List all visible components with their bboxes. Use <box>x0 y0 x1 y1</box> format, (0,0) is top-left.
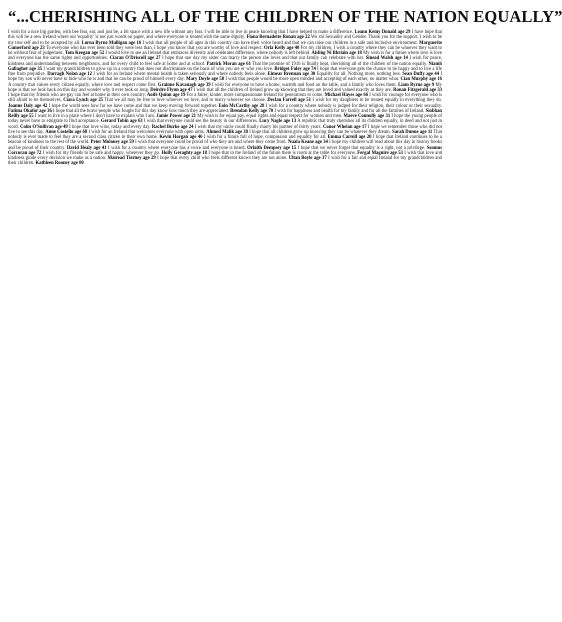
wish-author: Ciara Lynch age 25 <box>63 98 104 104</box>
wish-text: I wish for a country where nobody is judged for their religion, their colour or their sexuality. <box>265 103 443 109</box>
wish-author: Kevin Horgan age 46 <box>159 135 203 141</box>
wish-author: Kathleen Rooney age 80 <box>35 161 84 167</box>
wish-author: Fergal Maguire age 53 <box>357 150 403 156</box>
wish-text: My hope is that we look back on this day and wonder why it ever took so long. <box>8 82 442 93</box>
wish-text: I wish that everyone could see the beauty in our differences. <box>143 119 258 125</box>
wish-text: I hope that love wins, today and every day. <box>69 124 151 130</box>
wish-author: Brendan Kelly age 70 <box>230 108 274 114</box>
wish-text: A country that values every citizen equally, where love and respect come first. <box>8 82 157 88</box>
wish-author: Michael Hayes age 66 <box>324 93 369 99</box>
wish-author: Anne Costello age 68 <box>45 129 88 135</box>
wish-text: Equality for all. Nothing more, nothing less. <box>316 72 401 78</box>
wish-text: My wish is for a future where love is love and everyone has the same rights and opportunities. <box>8 51 443 62</box>
wish-author: David Healy age 41 <box>66 145 107 151</box>
wish-author: Jamie Power age 21 <box>156 114 197 120</box>
wish-author: Ahmed Malik age 38 <box>206 129 248 135</box>
wish-text: I hope that all the brave people who fought for this day know how much they are appreciated. <box>53 108 229 114</box>
wish-text: I have hope that this will be a new Ireland where our 'equality' is not just words on paper, and where everyone is treated with the same dignity. <box>8 30 442 41</box>
wish-text: Wo shi Sexuality and Gender. Thank you for the support, I wish to be my true self and to be accepted by all. <box>8 35 443 46</box>
wish-text: I wish that people would be more open minded and accepting of each other, no matter what. <box>225 77 400 83</box>
wishes-body-text <box>8 30 442 622</box>
wish-author: Ronan Fitzgerald age 33 <box>393 87 443 93</box>
wish-author: Emma Carroll age 20 <box>327 135 372 141</box>
wish-author: Liam Byrne age 9 <box>398 82 435 88</box>
wish-text: I hope that one day my sister can marry the person she loves and that our family can celebrate with her. <box>162 56 365 62</box>
wish-author: Conor Whelan age 17 <box>323 124 367 130</box>
wish-author: Nuala Keane age 34 <box>287 140 328 146</box>
wish-author: Tom Keegan age 52 <box>64 51 105 57</box>
wish-author: Cian Murphy age 16 <box>400 77 443 83</box>
wish-author: Sinead Walsh age 14 <box>365 56 408 62</box>
wish-author: Eoin McCarthy age 28 <box>218 103 265 109</box>
wish-text: I hope my son will never have to hide who he is and that he can be proud of himself every day. <box>8 72 442 83</box>
wish-text: I hope that Ireland continues to be a beacon of kindness to the rest of the world. <box>8 135 442 146</box>
wish-text: I wish for a nice big garden, with bee fear, eat, and just be, a bit space with a new life without any fear. I will be able to live in peace knowing that I have helped to make a difference. <box>8 30 354 36</box>
wish-author: Holly Geraghty age 18 <box>161 150 208 156</box>
wish-author: Colm O'Sullivan age 49 <box>20 124 68 130</box>
wish-text: I wish for a country where everyone has a voice and everyone is heard. <box>108 145 246 151</box>
wish-author: Grainne Kavanagh age 39 <box>157 82 211 88</box>
wish-text: I wish that all people of all ages in this country can have their voice heard and that we can raise our children in a safe and inclusive environment. <box>142 40 418 46</box>
wish-author: Orla Kelly age 40 <box>264 45 300 51</box>
wish-author: Lorna Byrne Mulligan age 16 <box>81 40 142 46</box>
wish-text: I want my grandchildren to grow up in a country that does not discriminate on the basis of who you are or who you love. <box>43 66 274 72</box>
wish-author: Eimear Brennan age 30 <box>267 72 316 78</box>
wish-text: I would love to see an Ireland that embraces diversity and celebrates difference, where nobody is left behind. <box>105 51 311 57</box>
wish-text: I wish for my friends to be safe and happy, wherever they go. <box>42 150 161 156</box>
wish-text: For my children, I wish a country where they can be whoever they want to be without fear of judgement. <box>8 45 443 57</box>
wish-text: I wish that everyone could be proud of who they are and where they come from. <box>135 140 287 146</box>
wish-text: I wish for an Ireland where mental health is taken seriously and where nobody feels alone. <box>93 72 267 78</box>
wish-text: That nobody is ever made to feel they are a second class citizen in their own home. <box>8 129 443 141</box>
wish-author: Fiona Bernadette Ronan age 22 <box>246 35 310 41</box>
wish-text: I hope that every child who feels different knows they are not alone. <box>157 156 288 162</box>
wish-text: A republic that truly cherishes all its children equally, in deed and not just in word. <box>8 119 443 130</box>
wish-author: Sean Duffy age 44 <box>402 72 440 78</box>
wish-author: Sarah Dunne age 11 <box>392 129 433 135</box>
wish-text: To everyone who has ever been told they were less than, I hope you know that you are worthy of love and respect. <box>45 45 263 51</box>
wish-text: I wish for courage for everyone who is still afraid to be themselves. <box>8 93 443 104</box>
wish-author: Darragh Nolan age 12 <box>47 72 92 78</box>
wish-text: That the promise of 1916 is finally kept, cherishing all of the children of the nation equally. <box>252 61 428 67</box>
wish-text: I hope the young people of today never have to emigrate to find acceptance. <box>8 114 442 125</box>
wish-author: Siobhan Reilly age 55 <box>8 108 443 120</box>
wish-text: My wish is for equal pay, equal rights and equal respect for women and men. <box>197 114 343 120</box>
wish-text: I wish that love and kindness guide every decision we make as a nation. <box>8 150 443 162</box>
wish-author: Declan Farrell age 51 <box>267 98 311 104</box>
wish-text: I wish for an Ireland that welcomes everyone with open arms. <box>88 129 206 135</box>
wish-author: Deirdre Flynn age 47 <box>150 87 193 93</box>
wish-author: Mairead Tierney age 29 <box>107 156 156 162</box>
wish-text: I wish for my daughters to be treated equally in everything they do. <box>312 98 443 104</box>
document-headline: “...CHERISHING ALL OF THE CHILDREN OF THE NATION EQUALLY” <box>8 7 562 26</box>
wish-author: Aisling Ni Bhriain age 18 <box>311 51 362 57</box>
wish-author: Rachel Burke age 24 <box>151 124 194 130</box>
wish-author: Bridget Foley age 74 <box>274 66 316 72</box>
wish-author: Mary Doyle age 58 <box>186 77 225 83</box>
wish-author: Marguerite Cumerford age 23 <box>8 40 443 51</box>
wish-author: Leann Kemy Donald age 29 <box>354 30 411 36</box>
wish-author: Gerard Tobin age 63 <box>101 119 143 125</box>
wish-text: I want to live in a place where I don't have to explain who I am. <box>34 114 156 120</box>
wish-author: Niamh Gallagher age 35 <box>8 61 443 72</box>
wish-author: Maeve Connolly age 31 <box>343 114 391 120</box>
wish-text: I hope that we never forget that equality is a right, not a privilege. <box>297 145 426 151</box>
wish-text: I hope that my friends who are gay can feel at home in their own country. <box>8 93 146 99</box>
wish-text: I hope that in the Ireland of the future there is room at the table for everyone. <box>208 150 356 156</box>
wish-author: Joanne Daly age 42 <box>8 103 48 109</box>
wish-text: That we all may be free to love whoever we love, and to marry whoever we choose. <box>104 98 266 104</box>
wish-text: I hope that everyone gets the chance to be happy and to live a life free from prejudice. <box>8 66 442 78</box>
wish-author: Orlaith Dempsey age 15 <box>247 145 297 151</box>
wish-text: I wish for peace, kindness and understanding between neighbours, and for every child to feel safe at home and at school. <box>8 56 442 67</box>
wish-text: I wish that my uncle could finally marry his partner of thirty years. <box>194 124 322 130</box>
wish-author: Ciaran O'Driscoll age 27 <box>109 56 161 62</box>
wish-text: For a fairer, kinder, more compassionate Ireland for generations to come. <box>186 93 324 99</box>
wish-text: I wish for everyone to have a home, warmth and food on the table, and a family who loves them. <box>212 82 397 88</box>
wish-text: I wish for happiness and health for my family and for all the families of Ireland. <box>274 108 425 114</box>
wish-text: I hope we remember those who did not live to see this day. <box>8 124 443 135</box>
wish-author: Ultan Boyle age 37 <box>288 156 327 162</box>
wish-text: I wish that all the children of Ireland grow up knowing that they are loved and valued exactly as they are. <box>193 87 392 93</box>
wish-text: I hope my children will read about this day in history books and be proud of their country. <box>8 140 443 151</box>
wish-author: Peter Moloney age 59 <box>90 140 134 146</box>
wish-author: Seamus Corcoran age 72 <box>8 145 443 156</box>
wish-text: I wish for a fair and equal Ireland for my grandchildren and their children. <box>8 156 443 167</box>
wish-text: I wish for a future full of hope, compassion and equality for all. <box>203 135 327 141</box>
wish-author: Patrick Moran age 61 <box>206 61 251 67</box>
wish-author: Aoife Quinn age 19 <box>146 93 186 99</box>
wish-author: Fatima Okafor age 36 <box>8 108 52 114</box>
wish-text: I hope that all children grow up knowing they can be whatever they dream. <box>249 129 391 135</box>
wish-text: I hope the world sees how far we have come and that we keep moving forward together. <box>48 103 218 109</box>
wish-author: Lucy Nagle age 13 <box>259 119 297 125</box>
